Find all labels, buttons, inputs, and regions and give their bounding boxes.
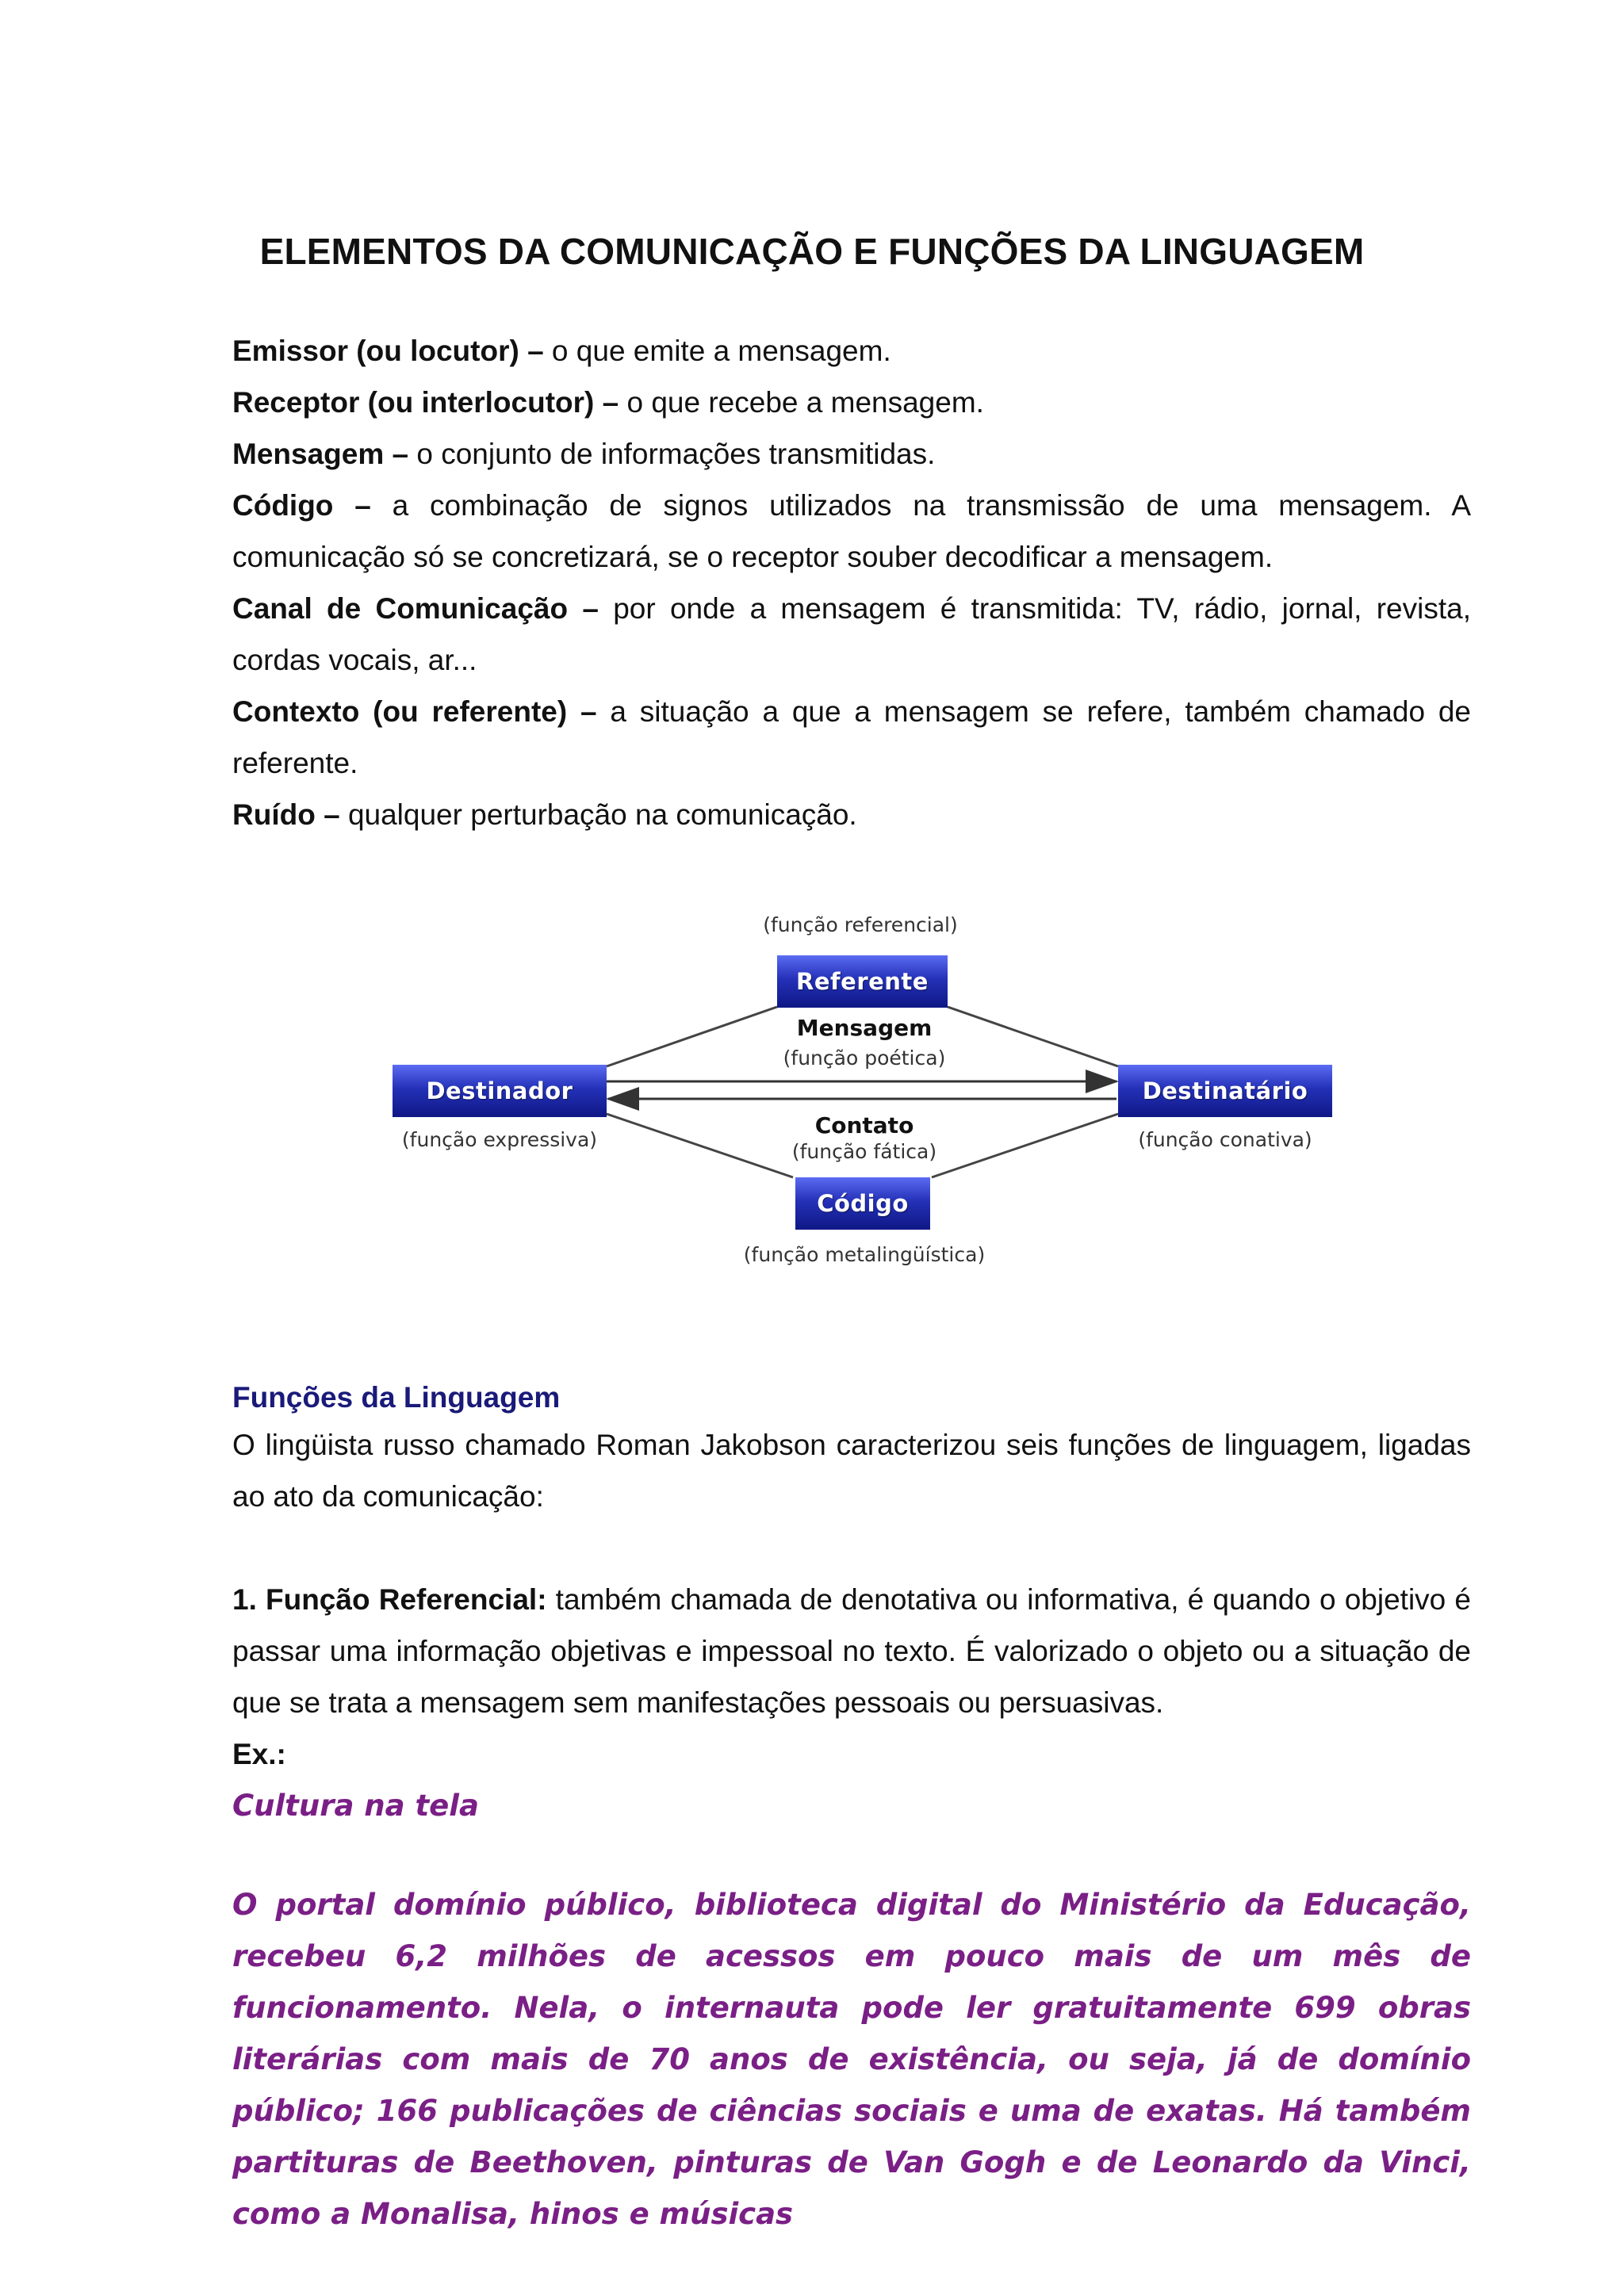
definition-emissor bbox=[232, 325, 1471, 377]
term: Canal de Comunicação – bbox=[232, 592, 599, 625]
communication-diagram bbox=[389, 904, 1340, 1300]
definition-ruido bbox=[232, 789, 1471, 840]
line-referente-destinatario bbox=[948, 1007, 1118, 1066]
term: Mensagem – bbox=[232, 438, 409, 470]
codigo-node: Código bbox=[795, 1177, 930, 1230]
definition-text: o que recebe a mensagem. bbox=[619, 386, 984, 419]
item-term: 1. Função Referencial: bbox=[232, 1583, 547, 1616]
mensagem-label: (função poética) bbox=[783, 1047, 946, 1070]
ex-label-text: Ex.: bbox=[232, 1738, 286, 1770]
section-heading: Funções da Linguagem bbox=[232, 1381, 561, 1414]
term: Emissor (ou locutor) – bbox=[232, 335, 544, 367]
term: Ruído – bbox=[232, 798, 340, 831]
definition-text: o conjunto de informações transmitidas. bbox=[408, 438, 936, 470]
example-label bbox=[232, 1728, 1471, 1780]
referente-node: Referente bbox=[777, 955, 948, 1008]
destinatario-label: (função conativa) bbox=[1138, 1128, 1312, 1151]
destinador-label: (função expressiva) bbox=[401, 1128, 598, 1151]
destinatario-node: Destinatário bbox=[1118, 1065, 1332, 1117]
definition-text: por onde a mensagem é transmitida: TV, rádio, jornal, revista, cordas vocais, ar... bbox=[232, 592, 1471, 676]
definition-text: qualquer perturbação na comunicação. bbox=[339, 798, 857, 831]
destinador-node: Destinador bbox=[393, 1065, 607, 1117]
line-destinador-referente bbox=[607, 1007, 777, 1066]
definition-codigo bbox=[232, 480, 1471, 583]
mensagem-title: Mensagem bbox=[796, 1015, 933, 1041]
contato-label: (função fática) bbox=[791, 1140, 937, 1163]
example-text: O portal domínio público, biblioteca digital do Ministério da Educação, recebeu 6,2 milhões de acessos em pouco mais de um mês de funcionamento. Nela, o internauta pode ler gratuitamente 699 obras literárias com mais de 70 anos de existência, ou seja, já de domínio público; 166 publicações de ciências sociais e uma de exatas. Há também partituras de Beethoven, pinturas de Van Gogh e de Leonardo da Vinci, como a Monalisa, hinos e músicas bbox=[232, 1888, 1471, 2231]
codigo-label: (função metalingüística) bbox=[743, 1243, 986, 1266]
page-title: ELEMENTOS DA COMUNICAÇÃO E FUNÇÕES DA LINGUAGEM bbox=[259, 231, 1365, 272]
term: Contexto (ou referente) – bbox=[232, 695, 597, 728]
definitions-list bbox=[232, 325, 1471, 840]
term: Receptor (ou interlocutor) – bbox=[232, 386, 619, 419]
definition-text: a combinação de signos utilizados na transmissão de uma mensagem. A comunicação só se concretizará, se o receptor souber decodificar a mensagem. bbox=[232, 489, 1471, 573]
spacer bbox=[232, 1831, 1471, 1879]
intro-paragraph: O lingüista russo chamado Roman Jakobson caracterizou seis funções de linguagem, ligadas ao ato da comunicação: bbox=[232, 1429, 1471, 1513]
definition-receptor bbox=[232, 377, 1471, 428]
item-text: também chamada de denotativa ou informativa, é quando o objetivo é passar uma informação objetivas e impessoal no texto. É valorizado o objeto ou a situação de que se trata a mensagem sem manifestações pessoais ou persuasivas. bbox=[232, 1583, 1471, 1719]
definition-canal bbox=[232, 583, 1471, 686]
definition-text: a situação a que a mensagem se refere, também chamado de referente. bbox=[232, 695, 1471, 779]
definition-mensagem bbox=[232, 428, 1471, 480]
referente-label: (função referencial) bbox=[763, 913, 958, 936]
contato-title: Contato bbox=[814, 1112, 914, 1138]
term: Código – bbox=[232, 489, 371, 522]
funcoes-section bbox=[232, 1376, 1471, 2240]
definition-text: o que emite a mensagem. bbox=[543, 335, 891, 367]
definition-contexto bbox=[232, 686, 1471, 789]
example-title: Cultura na tela bbox=[232, 1789, 479, 1823]
funcao-referencial-paragraph bbox=[232, 1574, 1471, 1728]
spacer bbox=[232, 1522, 1471, 1574]
